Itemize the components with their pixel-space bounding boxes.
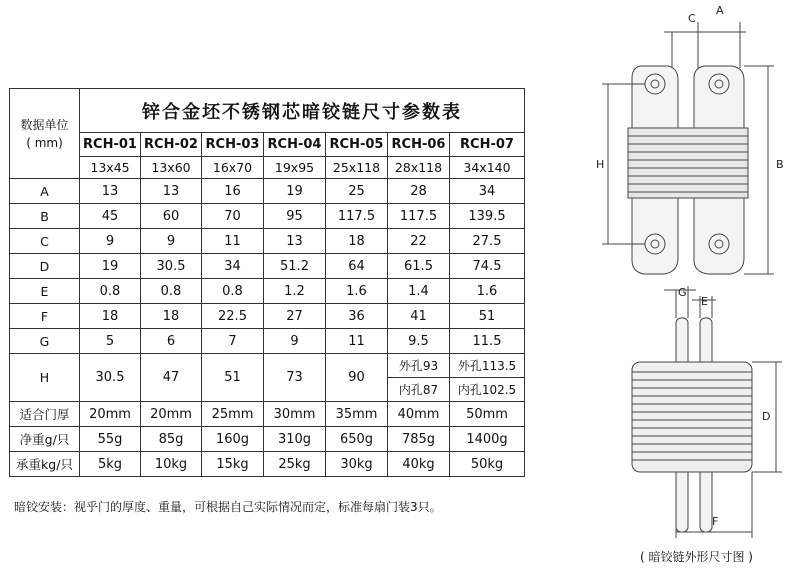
- model-header: RCH-03: [202, 133, 264, 157]
- table-cell: 1.6: [450, 279, 525, 304]
- dim-label-g: G: [678, 286, 687, 299]
- table-cell: 310g: [264, 427, 326, 452]
- table-cell: 19: [80, 254, 141, 279]
- table-cell: 1.2: [264, 279, 326, 304]
- table-cell: 117.5: [326, 204, 388, 229]
- table-cell: 45: [80, 204, 141, 229]
- table-cell: 30.5: [80, 354, 141, 402]
- table-cell: 内孔102.5: [450, 378, 525, 402]
- table-cell: 30mm: [264, 402, 326, 427]
- table-cell: 30.5: [141, 254, 202, 279]
- table-cell: 36: [326, 304, 388, 329]
- table-cell: 64: [326, 254, 388, 279]
- table-cell: 22.5: [202, 304, 264, 329]
- row-label: G: [10, 329, 80, 354]
- table-cell: 70: [202, 204, 264, 229]
- table-cell: 13: [141, 179, 202, 204]
- model-header: RCH-02: [141, 133, 202, 157]
- table-cell: 27.5: [450, 229, 525, 254]
- model-size: 19x95: [264, 157, 326, 179]
- table-cell: 19: [264, 179, 326, 204]
- table-cell: 7: [202, 329, 264, 354]
- hinge-front-view: [602, 22, 774, 274]
- dim-label-a: A: [716, 4, 724, 17]
- table-cell: 50mm: [450, 402, 525, 427]
- row-label: 承重kg/只: [10, 452, 80, 477]
- model-size: 34x140: [450, 157, 525, 179]
- row-label: 适合门厚: [10, 402, 80, 427]
- table-cell: 16: [202, 179, 264, 204]
- table-cell: 内孔87: [388, 378, 450, 402]
- table-cell: 13: [80, 179, 141, 204]
- dim-label-d: D: [762, 410, 771, 423]
- row-label: A: [10, 179, 80, 204]
- table-cell: 11: [326, 329, 388, 354]
- table-cell: 650g: [326, 427, 388, 452]
- table-cell: 50kg: [450, 452, 525, 477]
- row-label: 净重g/只: [10, 427, 80, 452]
- table-cell: 22: [388, 229, 450, 254]
- table-cell: 20mm: [141, 402, 202, 427]
- model-header: RCH-01: [80, 133, 141, 157]
- table-cell: 11: [202, 229, 264, 254]
- table-cell: 785g: [388, 427, 450, 452]
- table-cell: 40kg: [388, 452, 450, 477]
- model-size: 13x60: [141, 157, 202, 179]
- table-title: 锌合金坯不锈钢芯暗铰链尺寸参数表: [80, 89, 525, 133]
- dim-label-c: C: [688, 12, 696, 25]
- table-cell: 55g: [80, 427, 141, 452]
- row-label: C: [10, 229, 80, 254]
- table-cell: 9: [264, 329, 326, 354]
- table-cell: 9: [141, 229, 202, 254]
- table-cell: 35mm: [326, 402, 388, 427]
- table-cell: 6: [141, 329, 202, 354]
- table-cell: 139.5: [450, 204, 525, 229]
- table-cell: 5kg: [80, 452, 141, 477]
- table-cell: 117.5: [388, 204, 450, 229]
- diagram-caption: ( 暗铰链外形尺寸图 ): [640, 550, 753, 564]
- table-cell: 90: [326, 354, 388, 402]
- table-cell: 51: [202, 354, 264, 402]
- table-cell: 13: [264, 229, 326, 254]
- table-cell: 51.2: [264, 254, 326, 279]
- table-cell: 20mm: [80, 402, 141, 427]
- table-cell: 47: [141, 354, 202, 402]
- row-label: D: [10, 254, 80, 279]
- unit-label-line2: ( mm): [26, 135, 63, 150]
- dim-label-f: F: [712, 515, 719, 528]
- row-label-h: H: [10, 354, 80, 402]
- model-header: RCH-04: [264, 133, 326, 157]
- table-cell: 15kg: [202, 452, 264, 477]
- unit-label-line1: 数据单位: [20, 117, 69, 132]
- dim-label-e: E: [701, 295, 708, 308]
- table-cell: 73: [264, 354, 326, 402]
- table-cell: 61.5: [388, 254, 450, 279]
- table-cell: 1.6: [326, 279, 388, 304]
- table-cell: 160g: [202, 427, 264, 452]
- table-cell: 0.8: [141, 279, 202, 304]
- table-cell: 25: [326, 179, 388, 204]
- table-cell: 34: [450, 179, 525, 204]
- table-cell: 9.5: [388, 329, 450, 354]
- table-cell: 1.4: [388, 279, 450, 304]
- dim-label-h: H: [596, 158, 605, 171]
- table-cell: 11.5: [450, 329, 525, 354]
- table-cell: 40mm: [388, 402, 450, 427]
- table-cell: 74.5: [450, 254, 525, 279]
- install-note: 暗铰安装：视乎门的厚度、重量，可根据自己实际情况而定，标准每扇门装3只。: [14, 500, 442, 514]
- table-cell: 28: [388, 179, 450, 204]
- model-size: 28x118: [388, 157, 450, 179]
- table-cell: 27: [264, 304, 326, 329]
- table-cell: 18: [80, 304, 141, 329]
- model-size: 25x118: [326, 157, 388, 179]
- table-cell: 9: [80, 229, 141, 254]
- row-label: F: [10, 304, 80, 329]
- table-cell: 5: [80, 329, 141, 354]
- model-size: 13x45: [80, 157, 141, 179]
- table-cell: 1400g: [450, 427, 525, 452]
- table-cell: 18: [141, 304, 202, 329]
- table-cell: 外孔113.5: [450, 354, 525, 378]
- table-cell: 85g: [141, 427, 202, 452]
- hinge-side-view: [632, 286, 782, 538]
- row-label: E: [10, 279, 80, 304]
- table-cell: 34: [202, 254, 264, 279]
- table-cell: 25kg: [264, 452, 326, 477]
- model-size: 16x70: [202, 157, 264, 179]
- table-cell: 外孔93: [388, 354, 450, 378]
- table-cell: 60: [141, 204, 202, 229]
- model-header: RCH-07: [450, 133, 525, 157]
- table-cell: 10kg: [141, 452, 202, 477]
- row-label: B: [10, 204, 80, 229]
- table-cell: 0.8: [202, 279, 264, 304]
- table-cell: 30kg: [326, 452, 388, 477]
- dim-label-b: B: [776, 158, 784, 171]
- table-cell: 25mm: [202, 402, 264, 427]
- model-header: RCH-05: [326, 133, 388, 157]
- model-header: RCH-06: [388, 133, 450, 157]
- table-cell: 51: [450, 304, 525, 329]
- table-cell: 41: [388, 304, 450, 329]
- table-cell: 95: [264, 204, 326, 229]
- table-cell: 0.8: [80, 279, 141, 304]
- table-cell: 18: [326, 229, 388, 254]
